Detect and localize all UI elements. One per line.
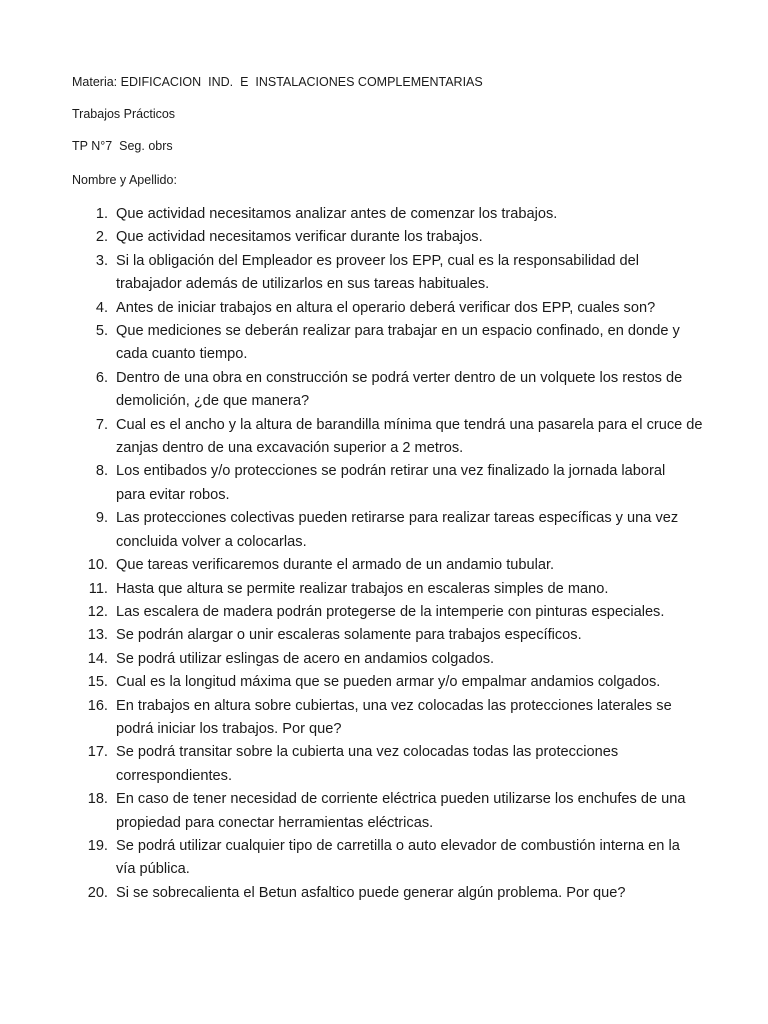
question-number: 12.: [87, 603, 108, 620]
question-item: [0, 695, 768, 742]
question-text: Antes de iniciar trabajos en altura el operario deberá verificar dos EPP, cuales son?: [116, 299, 656, 316]
question-list: [0, 203, 768, 905]
question-item: [0, 297, 768, 320]
question-number: 6.: [95, 369, 108, 386]
question-number: 13.: [87, 627, 108, 644]
question-number: 17.: [87, 744, 108, 761]
question-text: Si la obligación del Empleador es proveer los EPP, cual es la responsabilidad del trabajador además de utilizarlos en sus tareas habituales.: [116, 252, 639, 293]
question-item: [0, 554, 768, 577]
question-text: En trabajos en altura sobre cubiertas, una vez colocadas las protecciones laterales se podrá iniciar los trabajos. Por que?: [116, 697, 672, 737]
question-number: 11.: [88, 580, 108, 597]
question-item: [0, 882, 768, 905]
question-number: 16.: [87, 697, 108, 714]
question-item: [0, 578, 768, 601]
question-item: [0, 624, 768, 647]
question-number: 8.: [95, 463, 108, 480]
question-number: 7.: [95, 416, 108, 433]
practical-work-title: Trabajos Prácticos: [72, 107, 176, 121]
question-item: [0, 367, 768, 414]
question-text: Que actividad necesitamos verificar durante los trabajos.: [116, 229, 483, 246]
question-item: [0, 835, 768, 882]
question-text: Que tareas verificaremos durante el armado de un andamio tubular.: [116, 557, 555, 574]
question-text: Si se sobrecalienta el Betun asfaltico puede generar algún problema. Por que?: [116, 884, 626, 901]
question-number: 1.: [95, 206, 108, 222]
question-item: [0, 250, 768, 297]
question-text: Cual es la longitud máxima que se pueden armar y/o empalmar andamios colgados.: [116, 674, 661, 691]
question-item: [0, 226, 768, 249]
name-field-label: Nombre y Apellido:: [72, 173, 177, 187]
question-number: 15.: [87, 674, 108, 691]
subject-line: Materia: EDIFICACION IND. E INSTALACIONES COMPLEMENTARIAS: [72, 75, 483, 89]
question-item: [0, 601, 768, 624]
question-item: [0, 203, 768, 226]
question-number: 3.: [95, 252, 108, 269]
question-number: 4.: [95, 299, 108, 316]
question-text: Se podrá transitar sobre la cubierta una vez colocadas todas las protecciones correspondientes.: [116, 744, 619, 784]
tp-number-line: TP N°7 Seg. obrs: [72, 139, 173, 153]
question-item: [0, 741, 768, 788]
question-text: Cual es el ancho y la altura de barandilla mínima que tendrá una pasarela para el cruce de zanjas dentro de una excavación superior a 2 metros.: [116, 416, 703, 457]
question-item: [0, 671, 768, 694]
question-number: 14.: [87, 650, 108, 667]
question-text: Las protecciones colectivas pueden retirarse para realizar tareas específicas y una vez concluida volver a colocarlas.: [116, 510, 679, 550]
question-number: 20.: [87, 884, 108, 901]
question-item: [0, 788, 768, 835]
question-item: [0, 320, 768, 367]
question-item: [0, 648, 768, 671]
question-item: [0, 507, 768, 554]
question-number: 10.: [87, 557, 108, 574]
question-text: Los entibados y/o protecciones se podrán retirar una vez finalizado la jornada laboral para evitar robos.: [116, 463, 666, 503]
question-number: 5.: [95, 323, 108, 340]
question-text: Las escalera de madera podrán protegerse de la intemperie con pinturas especiales.: [116, 603, 665, 620]
question-number: 9.: [95, 510, 108, 527]
question-text: Hasta que altura se permite realizar trabajos en escaleras simples de mano.: [116, 580, 609, 597]
question-number: 19.: [87, 837, 108, 854]
question-item: [0, 414, 768, 461]
question-item: [0, 460, 768, 507]
question-text: Que mediciones se deberán realizar para trabajar en un espacio confinado, en donde y cada cuanto tiempo.: [116, 323, 680, 363]
question-text: Se podrán alargar o unir escaleras solamente para trabajos específicos.: [116, 627, 582, 644]
question-number: 18.: [87, 791, 108, 808]
question-text: En caso de tener necesidad de corriente eléctrica pueden utilizarse los enchufes de una propiedad para conectar herramientas eléctricas.: [116, 791, 686, 831]
question-text: Se podrá utilizar cualquier tipo de carretilla o auto elevador de combustión interna en la vía pública.: [116, 837, 680, 878]
question-text: Se podrá utilizar eslingas de acero en andamios colgados.: [116, 650, 495, 667]
question-text: Que actividad necesitamos analizar antes de comenzar los trabajos.: [116, 206, 558, 222]
question-number: 2.: [95, 229, 108, 246]
question-text: Dentro de una obra en construcción se podrá verter dentro de un volquete los restos de demolición, ¿de que manera?: [116, 369, 683, 410]
